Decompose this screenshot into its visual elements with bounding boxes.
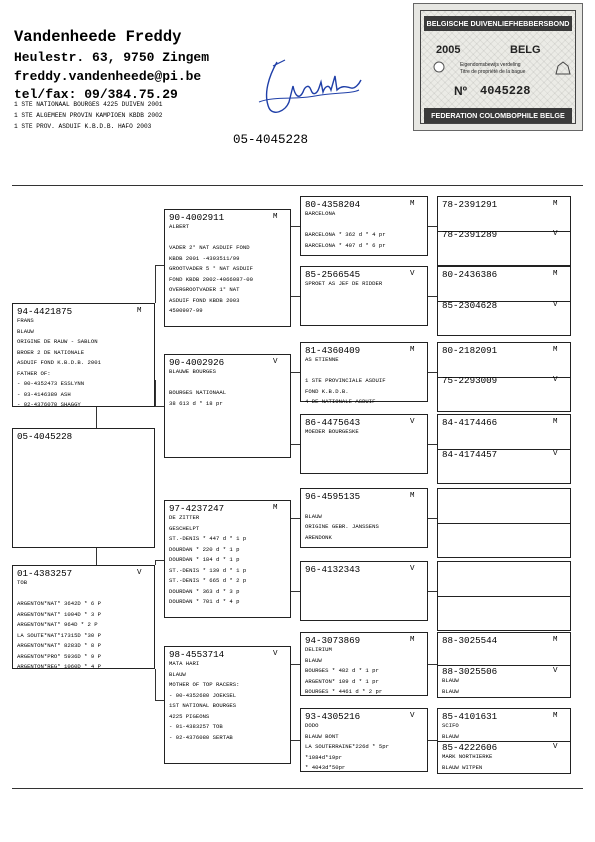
sex-marker: V	[553, 376, 558, 384]
pigeon-detail-line: BROER 2 DE NATIONALE	[17, 348, 85, 356]
pigeon-detail-line: BLAUW	[442, 687, 459, 695]
pigeon-detail-line: TOB	[17, 579, 28, 586]
sex-marker: V	[410, 418, 415, 426]
pigeon-detail-line: MARK NORTHIERKE	[442, 753, 493, 760]
pigeon-detail-line: BOURGES * 4461 d * 2 pr	[305, 688, 383, 695]
sex-marker: V	[273, 358, 278, 366]
pigeon-detail-line: FRANS	[17, 317, 34, 324]
ring-number: 80-4358204	[305, 199, 361, 210]
pigeon-detail-line: ALBERT	[169, 223, 190, 230]
pigeon-detail-line: DOURDAN * 363 d * 3 p	[169, 587, 240, 595]
connector-sd-sdd	[291, 444, 300, 445]
pigeon-detail-line: DOURDAN * 701 d * 4 p	[169, 598, 240, 605]
ring-number: 80-2182091	[442, 345, 498, 356]
connector-sire-sd-v	[155, 380, 156, 407]
pigeon-detail-line: 4225 PIGEONS	[169, 712, 210, 720]
stamp-hole-icon	[432, 60, 446, 74]
connector-sd-sds	[291, 372, 300, 373]
pigeon-detail-line: LA SOUTERRAINE*226d * 5pr	[305, 743, 389, 750]
pigeon-detail-line: ARGENTON*NAT* 8283D * 8 P	[17, 642, 101, 649]
pigeon-detail-line: BOURGES NATIONAAL	[169, 389, 227, 396]
connector-sire-subject	[96, 407, 97, 428]
connector-ds-dss	[291, 518, 300, 519]
connector-sss-pair	[428, 226, 437, 227]
sex-marker: M	[410, 346, 415, 354]
breeder-address: Heulestr. 63, 9750 Zingem	[14, 50, 210, 65]
pigeon-detail-line: DOURDAN * 220 d * 1 p	[169, 545, 240, 553]
pigeon-detail-line: LA SOUTE*NAT*17315D *30 P	[17, 631, 101, 639]
pigeon-detail-line: ARENDONK	[305, 533, 332, 541]
connector-ssd-pair	[428, 296, 437, 297]
ring-number: 05-4045228	[17, 431, 73, 442]
main-ring-number: 05-4045228	[233, 133, 309, 147]
ring-number: 88-3025544	[442, 635, 498, 646]
connector-sire-ss	[155, 265, 164, 266]
connector-dss-pair	[428, 518, 437, 519]
pigeon-detail-line: ORIGINE GEBR. JANSSENS	[305, 523, 379, 530]
connector-dam-ds-v	[155, 560, 156, 565]
ring-number: 85-2304628	[442, 300, 498, 311]
pigeon-detail-line: BLAUW	[305, 656, 322, 664]
connector-ddd-pair	[428, 740, 437, 741]
breeder-phone: tel/fax: 09/384.75.29	[14, 87, 178, 102]
pigeon-detail-line: *1084d*19pr	[305, 753, 342, 761]
pigeon-detail-line: 1ST NATIONAL BOURGES	[169, 702, 237, 709]
signature-image	[255, 56, 365, 120]
pigeon-detail-line: - 01-4383257 TOB	[169, 723, 223, 730]
pigeon-detail-line: BLAUW	[17, 327, 34, 335]
pigeon-detail-line: ST.-DENIS * 665 d * 2 p	[169, 577, 247, 584]
pigeon-detail-line: DODO	[305, 722, 319, 729]
connector-dds-pair	[428, 664, 437, 665]
connector-sdd-pair	[428, 444, 437, 445]
pigeon-detail-line: ASDUIF FOND KBDB 2003	[169, 296, 240, 304]
connector-dam-dd	[155, 700, 164, 701]
ring-number: 86-4475643	[305, 417, 361, 428]
pigeon-detail-line: ST.-DENIS * 447 d * 1 p	[169, 535, 247, 542]
pigeon-detail-line: FATHER OF:	[17, 369, 51, 377]
pigeon-detail-line: BLAUW	[442, 677, 459, 684]
ring-number: 98-4553714	[169, 649, 225, 660]
ring-number: 90-4002926	[169, 357, 225, 368]
pigeon-detail-line: DELIRIUM	[305, 646, 332, 653]
connector-dam-ds	[155, 560, 164, 561]
pigeon-detail-line: MOEDER BOURGESKE	[305, 428, 359, 435]
pigeon-detail-line: DOURDAN * 184 d * 1 p	[169, 556, 240, 563]
ring-number: 84-4174466	[442, 417, 498, 428]
pigeon-detail-line: BARCELONA	[305, 210, 336, 217]
ring-number: 85-4101631	[442, 711, 498, 722]
pigeon-detail-line: - 00-4352473 ESSLYNN	[17, 380, 85, 387]
pigeon-detail-line: ORIGINE DE RAUW - SABLON	[17, 338, 98, 345]
pigeon-detail-line: BLAUW	[305, 512, 322, 520]
ring-number: 90-4002911	[169, 212, 225, 223]
ring-number: 81-4360409	[305, 345, 361, 356]
pigeon-detail-line: KBDB 2001 -4393511/99	[169, 254, 240, 262]
ring-number: 78-2391291	[442, 199, 498, 210]
sex-marker: M	[137, 307, 142, 315]
sex-marker: V	[410, 712, 415, 720]
sex-marker: M	[273, 213, 278, 221]
ancestor-pair-divider	[437, 596, 571, 597]
stamp-note-1: Eigendomsbewijs verdeling	[460, 62, 521, 68]
connector-sds-pair	[428, 372, 437, 373]
achievement-2: 1 STE ALGEMEEN PROVIN KAMPIOEN KBDB 2002	[14, 112, 163, 119]
ancestor-pair-divider	[437, 523, 571, 524]
sex-marker: M	[553, 418, 558, 426]
pigeon-detail-line: ARGENTON*NAT* 1004D * 3 P	[17, 610, 101, 618]
pigeon-detail-line: BLAUW	[169, 670, 186, 678]
sex-marker: V	[410, 565, 415, 573]
top-rule	[12, 185, 583, 186]
pigeon-detail-line: FOND KBDB 2002-4066087-00	[169, 275, 253, 283]
sex-marker: M	[553, 200, 558, 208]
sex-marker: V	[410, 270, 415, 278]
connector-subject-dam	[96, 548, 97, 565]
ring-number: 88-3025506	[442, 666, 498, 677]
pigeon-detail-line: - 02-4376080 SERTAB	[169, 733, 233, 741]
stamp-number-label: Nº	[454, 84, 468, 98]
pigeon-detail-line: ARGENTON*NAT* 964D * 2 P	[17, 621, 98, 628]
ring-number: 97-4237247	[169, 503, 225, 514]
pigeon-detail-line: 38 613 d * 18 pr	[169, 399, 223, 407]
stamp-number: 4045228	[480, 84, 531, 98]
ring-number: 01-4383257	[17, 568, 73, 579]
sex-marker: M	[410, 200, 415, 208]
pigeon-detail-line: ARGENTON* 109 d * 1 pr	[305, 677, 379, 685]
ring-number: 94-4421875	[17, 306, 73, 317]
sex-marker: V	[553, 230, 558, 238]
pigeon-detail-line: AS ETIENNE	[305, 356, 339, 363]
pigeon-detail-line: GESCHELPT	[169, 524, 200, 532]
sex-marker: V	[273, 650, 278, 658]
pigeon-detail-line: VADER 2° NAT ASDUIF FOND	[169, 244, 250, 251]
pigeon-detail-line: MATA HARI	[169, 660, 200, 667]
pigeon-detail-line: - 03-4146389 ASH	[17, 390, 71, 398]
pigeon-detail-line: BOURGES * 482 d * 1 pr	[305, 667, 379, 674]
pigeon-detail-line: - 00-4352680 JOEKSEL	[169, 691, 237, 699]
pigeon-detail-line: ARGENTON*REG* 1060D * 4 P	[17, 663, 101, 670]
pigeon-card-subject	[12, 428, 155, 548]
pigeon-detail-line: ASDUIF FOND K.B.D.B. 2001	[17, 359, 101, 366]
pigeon-detail-line: SPROET AS JEF DE RIDDER	[305, 280, 383, 287]
pigeon-detail-line: SCIFO	[442, 722, 459, 729]
connector-dd-dds	[291, 664, 300, 665]
pigeon-detail-line: - 02-4376070 SHAGGY	[17, 401, 81, 408]
pigeon-detail-line: GROOTVADER 5 ° NAT ASDUIF	[169, 265, 253, 272]
stamp-country: BELG	[510, 44, 541, 56]
pigeon-detail-line: ARGENTON*PRO* 5936D * 9 P	[17, 652, 101, 660]
bottom-rule	[12, 788, 583, 789]
sex-marker: V	[553, 743, 558, 751]
pigeon-detail-line: BARCELONA * 362 d * 4 pr	[305, 231, 386, 238]
ring-number: 96-4595135	[305, 491, 361, 502]
sex-marker: V	[553, 667, 558, 675]
pigeon-detail-line: BLAUW BONT	[305, 732, 339, 740]
breeder-email: freddy.vandenheede@pi.be	[14, 69, 202, 84]
pigeon-detail-line: OVERGROOTVADER 1° NAT	[169, 286, 240, 293]
sex-marker: M	[273, 504, 278, 512]
stamp-top-band: BELGISCHE DUIVENLIEFHEBBERSBOND	[424, 16, 572, 31]
ring-number: 80-2436386	[442, 269, 498, 280]
sex-marker: M	[553, 636, 558, 644]
connector-dsd-pair	[428, 591, 437, 592]
pigeon-detail-line: BLAUW WITPEN	[442, 763, 483, 771]
connector-sire-sd	[155, 406, 164, 407]
ring-certificate-stamp	[413, 3, 583, 131]
connector-ds-dsd	[291, 591, 300, 592]
pigeon-detail-line: DE ZITTER	[169, 514, 200, 521]
sex-marker: V	[553, 450, 558, 458]
pigeon-detail-line: * 4043d*50pr	[305, 764, 346, 771]
connector-dd-ddd	[291, 740, 300, 741]
sex-marker: M	[553, 270, 558, 278]
pigeon-detail-line: ST.-DENIS * 139 d * 1 p	[169, 566, 247, 574]
sex-marker: M	[553, 346, 558, 354]
pigeon-detail-line: ARGENTON*NAT* 3642D * 6 P	[17, 600, 101, 607]
ring-number: 94-3073869	[305, 635, 361, 646]
achievement-1: 1 STE NATIONAAL BOURGES 4225 DUIVEN 2001	[14, 101, 163, 108]
ring-number: 75-2293009	[442, 375, 498, 386]
connector-dam-dd-v	[155, 669, 156, 700]
connector-ss-sss	[291, 226, 300, 227]
ring-number: 78-2391289	[442, 229, 498, 240]
connector-sire-ss-v	[155, 265, 156, 303]
pigeon-detail-line: BARCELONA * 407 d * 6 pr	[305, 241, 386, 249]
ring-number: 84-4174457	[442, 449, 498, 460]
stamp-note-2: Titre de propriété de la bague	[460, 69, 526, 75]
ring-number: 85-2566545	[305, 269, 361, 280]
ring-number: 96-4132343	[305, 564, 361, 575]
pigeon-detail-line: BLAUW	[442, 732, 459, 740]
stamp-lion-emblem-icon	[554, 60, 572, 76]
achievement-3: 1 STE PROV. ASDUIF K.B.D.B. HAFO 2003	[14, 123, 152, 130]
pigeon-detail-line: 4500907-99	[169, 307, 203, 314]
sex-marker: M	[410, 492, 415, 500]
stamp-year: 2005	[436, 44, 461, 56]
ring-number: 93-4305216	[305, 711, 361, 722]
pigeon-detail-line: 4 DE NATIONALE ASDUIF	[305, 398, 376, 405]
pigeon-detail-line: 1 STE PROVINCIALE ASDUIF	[305, 377, 386, 384]
sex-marker: V	[553, 301, 558, 309]
breeder-name: Vandenheede Freddy	[14, 28, 182, 46]
stamp-bottom-band: FEDERATION COLOMBOPHILE BELGE	[424, 108, 572, 123]
pigeon-detail-line: FOND K.B.D.B.	[305, 387, 349, 395]
sex-marker: M	[410, 636, 415, 644]
connector-ss-ssd	[291, 296, 300, 297]
pigeon-detail-line: BLAUWE BOURGES	[169, 368, 216, 375]
ring-number: 85-4222606	[442, 742, 498, 753]
sex-marker: V	[137, 569, 142, 577]
pigeon-detail-line: MOTHER OF TOP RACERS:	[169, 681, 240, 688]
sex-marker: M	[553, 712, 558, 720]
